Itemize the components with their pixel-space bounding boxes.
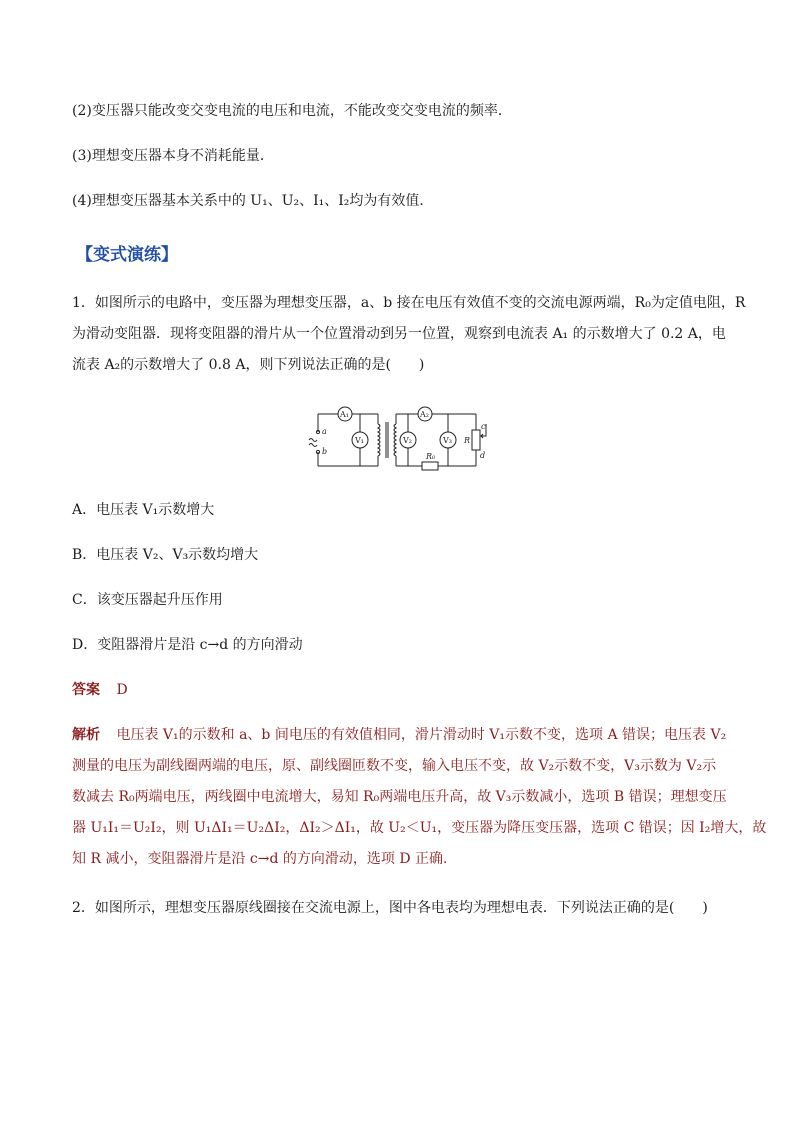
analysis-line-5: 知 R 减小，变阻器滑片是沿 c→d 的方向滑动，选项 D 正确．: [72, 851, 457, 867]
circuit-diagram: [300, 396, 500, 476]
voltmeter-v1-label: V₁: [355, 436, 364, 445]
analysis-line-2: 测量的电压为副线圈两端的电压，原、副线圈匝数不变，输入电压不变，故 V₂示数不变，V₃示数为 V₂示: [72, 758, 717, 774]
q1-line-2: 为滑动变阻器．现将变阻器的滑片从一个位置滑动到另一位置，观察到电流表 A₁ 的示数增大了 0.2 A，电: [72, 326, 726, 342]
ac-source-icon: [309, 439, 317, 442]
ammeter-a1-label: A₁: [340, 410, 349, 419]
analysis-line-3: 数减去 R₀两端电压，两线圈中电流增大，易知 R₀两端电压升高，故 V₃示数减小，选项 B 错误；理想变压: [72, 789, 727, 805]
option-c: C．该变压器起升压作用: [72, 592, 223, 608]
note-2: (2)变压器只能改变交变电流的电压和电流，不能改变交变电流的频率．: [72, 103, 512, 119]
q1-line-3: 流表 A₂的示数增大了 0.8 A，则下列说法正确的是( ): [72, 357, 425, 373]
slider-d-label: d: [480, 451, 486, 460]
voltmeter-v3-label: V₃: [443, 436, 452, 445]
answer-value: D: [116, 682, 128, 698]
section-title: 【变式演练】: [76, 245, 178, 265]
rheostat-label: R: [464, 436, 471, 445]
note-3: (3)理想变压器本身不消耗能量．: [72, 148, 274, 164]
answer-label: 答案: [72, 682, 100, 698]
option-b: B．电压表 V₂、V₃示数均增大: [72, 547, 259, 563]
analysis-line-4: 器 U₁I₁＝U₂I₂，则 U₁ΔI₁＝U₂ΔI₂，ΔI₂＞ΔI₁，故 U₂＜U₁，变压器为降压变压器，选项 C 错误；因 I₂增大，故: [72, 820, 767, 836]
ammeter-a2-label: A₂: [420, 410, 429, 419]
option-a: A．电压表 V₁示数增大: [72, 502, 215, 518]
analysis-label: 解析: [72, 727, 100, 743]
terminal-a-label: a: [322, 427, 327, 436]
q1-line-1: 1．如图所示的电路中，变压器为理想变压器，a、b 接在电压有效值不变的交流电源两端，R₀为定值电阻，R: [72, 295, 746, 311]
q2-line-1: 2．如图所示，理想变压器原线圈接在交流电源上，图中各电表均为理想电表．下列说法正确的是( ): [72, 900, 708, 916]
note-4: (4)理想变压器基本关系中的 U₁、U₂、I₁、I₂均为有效值．: [72, 193, 434, 209]
voltmeter-v2-label: V₂: [403, 436, 412, 445]
analysis-line-1: 解析 电压表 V₁的示数和 a、b 间电压的有效值相同，滑片滑动时 V₁示数不变，选项 A 错误；电压表 V₂: [72, 727, 727, 743]
r0-label: R₀: [426, 452, 436, 461]
option-d: D．变阻器滑片是沿 c→d 的方向滑动: [72, 637, 303, 653]
answer-row: [72, 680, 128, 700]
terminal-b-label: b: [322, 447, 328, 456]
slider-c-label: c: [481, 422, 486, 431]
